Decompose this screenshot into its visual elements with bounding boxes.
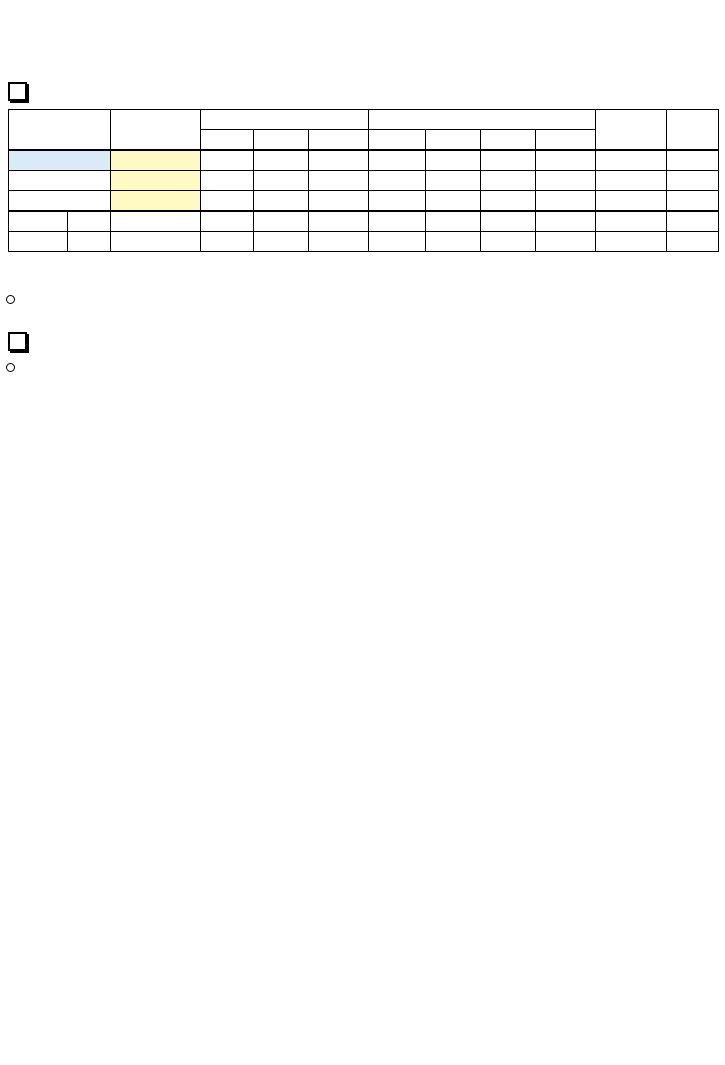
cell [481, 191, 536, 212]
col-osum [536, 130, 595, 151]
cell [309, 171, 368, 191]
table-row [9, 211, 719, 232]
cell [481, 232, 536, 252]
cell [536, 232, 595, 252]
table-row [9, 171, 719, 191]
cell [254, 150, 309, 171]
row-sublabel [68, 211, 110, 232]
shipment-table [8, 109, 719, 252]
cell [368, 191, 425, 212]
cell [481, 171, 536, 191]
row-label [9, 191, 111, 212]
cell [254, 232, 309, 252]
cell [667, 191, 719, 212]
cell [201, 150, 254, 171]
col-other [368, 110, 595, 130]
col-day [201, 130, 254, 151]
cell [201, 171, 254, 191]
cell [110, 171, 201, 191]
cell [426, 211, 481, 232]
cell [426, 232, 481, 252]
cell [110, 232, 201, 252]
cell [667, 211, 719, 232]
cell [309, 211, 368, 232]
cell [254, 171, 309, 191]
col-export [368, 130, 425, 151]
cell [426, 171, 481, 191]
cell [595, 211, 666, 232]
cell [368, 150, 425, 171]
cell [536, 150, 595, 171]
cell [309, 150, 368, 171]
cell [595, 191, 666, 212]
cell [309, 232, 368, 252]
col-process [426, 130, 481, 151]
col-prev [254, 130, 309, 151]
table-row [9, 191, 719, 212]
col-total [595, 110, 666, 151]
section-shipment [8, 82, 37, 101]
cell [667, 171, 719, 191]
cell [368, 211, 425, 232]
checkbox-icon [8, 332, 27, 351]
row-label [9, 150, 111, 171]
table-row [9, 232, 719, 252]
cell [595, 232, 666, 252]
cell [110, 211, 201, 232]
cell [667, 232, 719, 252]
table-row [9, 150, 719, 171]
col-year [9, 110, 111, 151]
row-label [9, 232, 68, 252]
row-label [9, 211, 68, 232]
cell [595, 150, 666, 171]
col-domestic [201, 110, 369, 130]
row-label [9, 171, 111, 191]
col-army [481, 130, 536, 151]
cell [254, 211, 309, 232]
cell [201, 232, 254, 252]
shipment-note [6, 292, 19, 305]
cell [595, 171, 666, 191]
cell [426, 150, 481, 171]
cell [481, 211, 536, 232]
cell [368, 171, 425, 191]
col-dsum [309, 130, 368, 151]
cell [536, 211, 595, 232]
cell [481, 150, 536, 171]
col-plan [110, 110, 201, 151]
box-price-title [6, 360, 19, 373]
bullet-icon [6, 295, 15, 304]
cell [667, 150, 719, 171]
section-daily [8, 332, 37, 351]
cell [254, 191, 309, 212]
cell [110, 150, 201, 171]
bullet-icon [6, 363, 15, 372]
row-sublabel [68, 232, 110, 252]
cell [368, 232, 425, 252]
cell [201, 191, 254, 212]
cell [426, 191, 481, 212]
checkbox-icon [8, 82, 27, 101]
cell [110, 191, 201, 212]
col-ratio [667, 110, 719, 151]
cell [536, 171, 595, 191]
cell [309, 191, 368, 212]
cell [536, 191, 595, 212]
cell [201, 211, 254, 232]
